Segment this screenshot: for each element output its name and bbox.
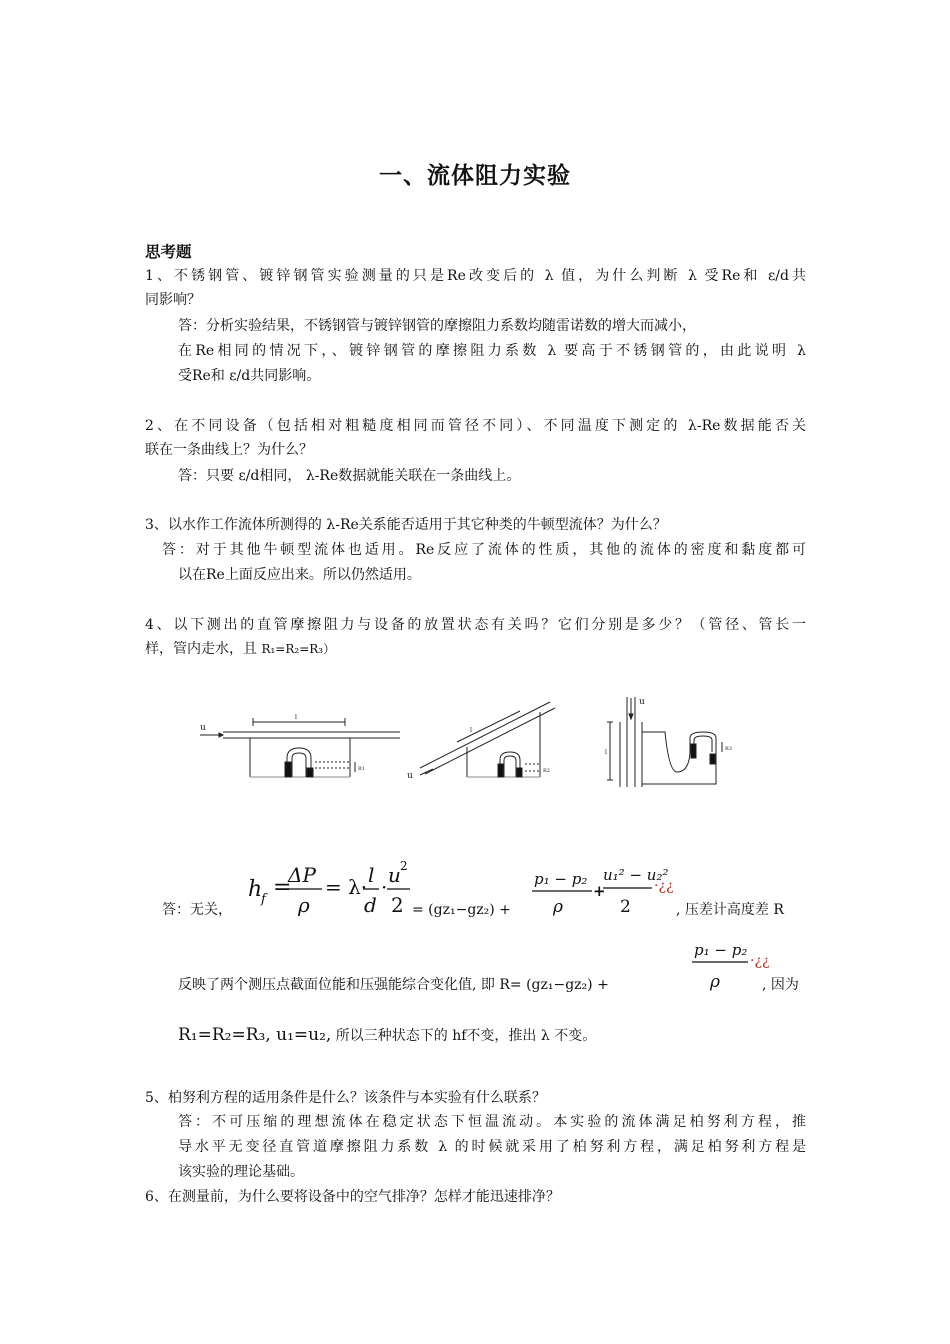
diagram-label-r3: R3 xyxy=(725,746,732,752)
q4-answer-line3-text: 所以三种状态下的 hf不变，推出 λ 不变。 xyxy=(331,1028,597,1044)
formula-equals: = xyxy=(273,875,292,900)
q5-answer-line3: 该实验的理论基础。 xyxy=(178,1164,304,1180)
q1-answer-line2: 在Re相同的情况下，、镀锌钢管的摩擦阻力系数 λ 要高于不锈钢管的，由此说明 λ xyxy=(178,343,806,359)
formula-d: d xyxy=(364,893,377,917)
formula-two2: 2 xyxy=(620,897,631,917)
q1-answer-line3: 受Re和 ε/d共同影响。 xyxy=(178,368,321,384)
q5-answer-line1: 答：不可压缩的理想流体在稳定状态下恒温流动。本实验的流体满足柏努利方程，推 xyxy=(178,1114,806,1130)
formula-p1p2: p₁ − p₂ xyxy=(534,870,588,888)
q3-answer-line1: 答：对于其他牛顿型流体也适用。Re反应了流体的性质，其他的流体的密度和黏度都可 xyxy=(162,542,806,558)
formula2-rho: ρ xyxy=(710,972,720,992)
q4-line2-equation: R₁=R₂=R₃） xyxy=(261,642,336,656)
q2-line2: 联在一条曲线上？为什么？ xyxy=(145,442,313,458)
formula-after-text: , 压差计高度差 R xyxy=(676,902,784,918)
formula-gz: = (gz₁−gz₂) + xyxy=(412,902,511,918)
vertical-pipe-diagram xyxy=(607,697,722,787)
q4-answer-line3-equation: R₁=R₂=R₃, u₁=u₂, xyxy=(178,1025,332,1045)
q2-answer: 答：只要 ε/d相同， λ-Re数据就能关联在一条曲线上。 xyxy=(178,468,521,484)
diagram-label-l1: l xyxy=(295,714,297,721)
q6-line1: 6、在测量前，为什么要将设备中的空气排净？怎样才能迅速排净？ xyxy=(145,1189,560,1205)
diagram-label-r2: R2 xyxy=(543,768,550,774)
q1-line1: 1、不锈钢管、镀锌钢管实验测量的只是Re改变后的 λ 值，为什么判断 λ 受Re和 ε/d共 xyxy=(145,268,806,284)
q4-line2-text: 样，管内走水，且 xyxy=(145,641,262,657)
section-heading: 思考题 xyxy=(145,243,192,261)
q4-line1: 4、以下测出的直管摩擦阻力与设备的放置状态有关吗？它们分别是多少？（管径、管长一 xyxy=(145,617,806,633)
formula-dot: · xyxy=(381,875,388,899)
q4-answer-line2: 反映了两个测压点截面位能和压强能综合变化值, 即 R= (gz₁−gz₂) + xyxy=(178,977,609,993)
formula-hf: h xyxy=(248,877,263,902)
formula-rho2: ρ xyxy=(553,897,563,917)
formula-u-square: 2 xyxy=(400,859,408,873)
diagram-label-l3: l xyxy=(605,749,607,756)
formula-plus: + xyxy=(593,882,606,900)
q4-line2 xyxy=(145,639,335,659)
formula-l: l xyxy=(368,863,375,887)
q4-answer-line3 xyxy=(178,1025,596,1046)
q1-answer-line1: 答：分析实验结果，不锈钢管与镀锌钢管的摩擦阻力系数均随雷诺数的增大而减小， xyxy=(178,318,696,334)
q5-line1: 5、柏努利方程的适用条件是什么？该条件与本实验有什么联系？ xyxy=(145,1090,546,1106)
formula-lambda: = λ· xyxy=(325,875,368,899)
page-title: 一、流体阻力实验 xyxy=(379,163,571,189)
q2-line1: 2、在不同设备（包括相对粗糙度相同而管径不同）、不同温度下测定的 λ-Re数据能否关 xyxy=(145,418,806,434)
diagram-label-u3: u xyxy=(639,697,645,707)
diagram-label-r1: R1 xyxy=(358,766,365,772)
formula2-p1p2: p₁ − p₂ xyxy=(694,941,748,959)
formula-two1: 2 xyxy=(391,893,404,917)
friction-loss-formula xyxy=(240,850,810,930)
formula-rho1: ρ xyxy=(298,893,310,917)
q1-line2: 同影响？ xyxy=(145,292,201,308)
formula2-tail-glyphs: ·¿¿ xyxy=(750,953,770,969)
pipe-diagrams xyxy=(195,692,785,792)
formula-hf-subscript: f xyxy=(261,892,266,907)
diagram-label-l2: l xyxy=(470,727,472,734)
formula-delta-p: ΔP xyxy=(288,863,316,887)
q3-answer-line2: 以在Re上面反应出来。所以仍然适用。 xyxy=(178,567,421,583)
q5-answer-line2: 导水平无变径直管道摩擦阻力系数 λ 的时候就采用了柏努利方程，满足柏努利方程是 xyxy=(178,1139,806,1155)
diagram-label-u2: u xyxy=(407,771,413,781)
formula-tail-glyphs: ·¿¿ xyxy=(654,878,674,894)
q4-answer-prefix: 答：无关， xyxy=(162,902,232,918)
inclined-pipe-diagram xyxy=(420,702,555,777)
q4-answer-line2-tail: , 因为 xyxy=(762,977,799,993)
formula-u1u2: u₁² − u₂² xyxy=(603,866,669,884)
q3-line1: 3、以水作工作流体所测得的 λ-Re关系能否适用于其它种类的牛顿型流体？为什么？ xyxy=(145,517,667,533)
diagram-label-u1: u xyxy=(200,723,206,733)
horizontal-pipe-diagram xyxy=(200,718,400,777)
formula-u: u xyxy=(388,863,401,887)
